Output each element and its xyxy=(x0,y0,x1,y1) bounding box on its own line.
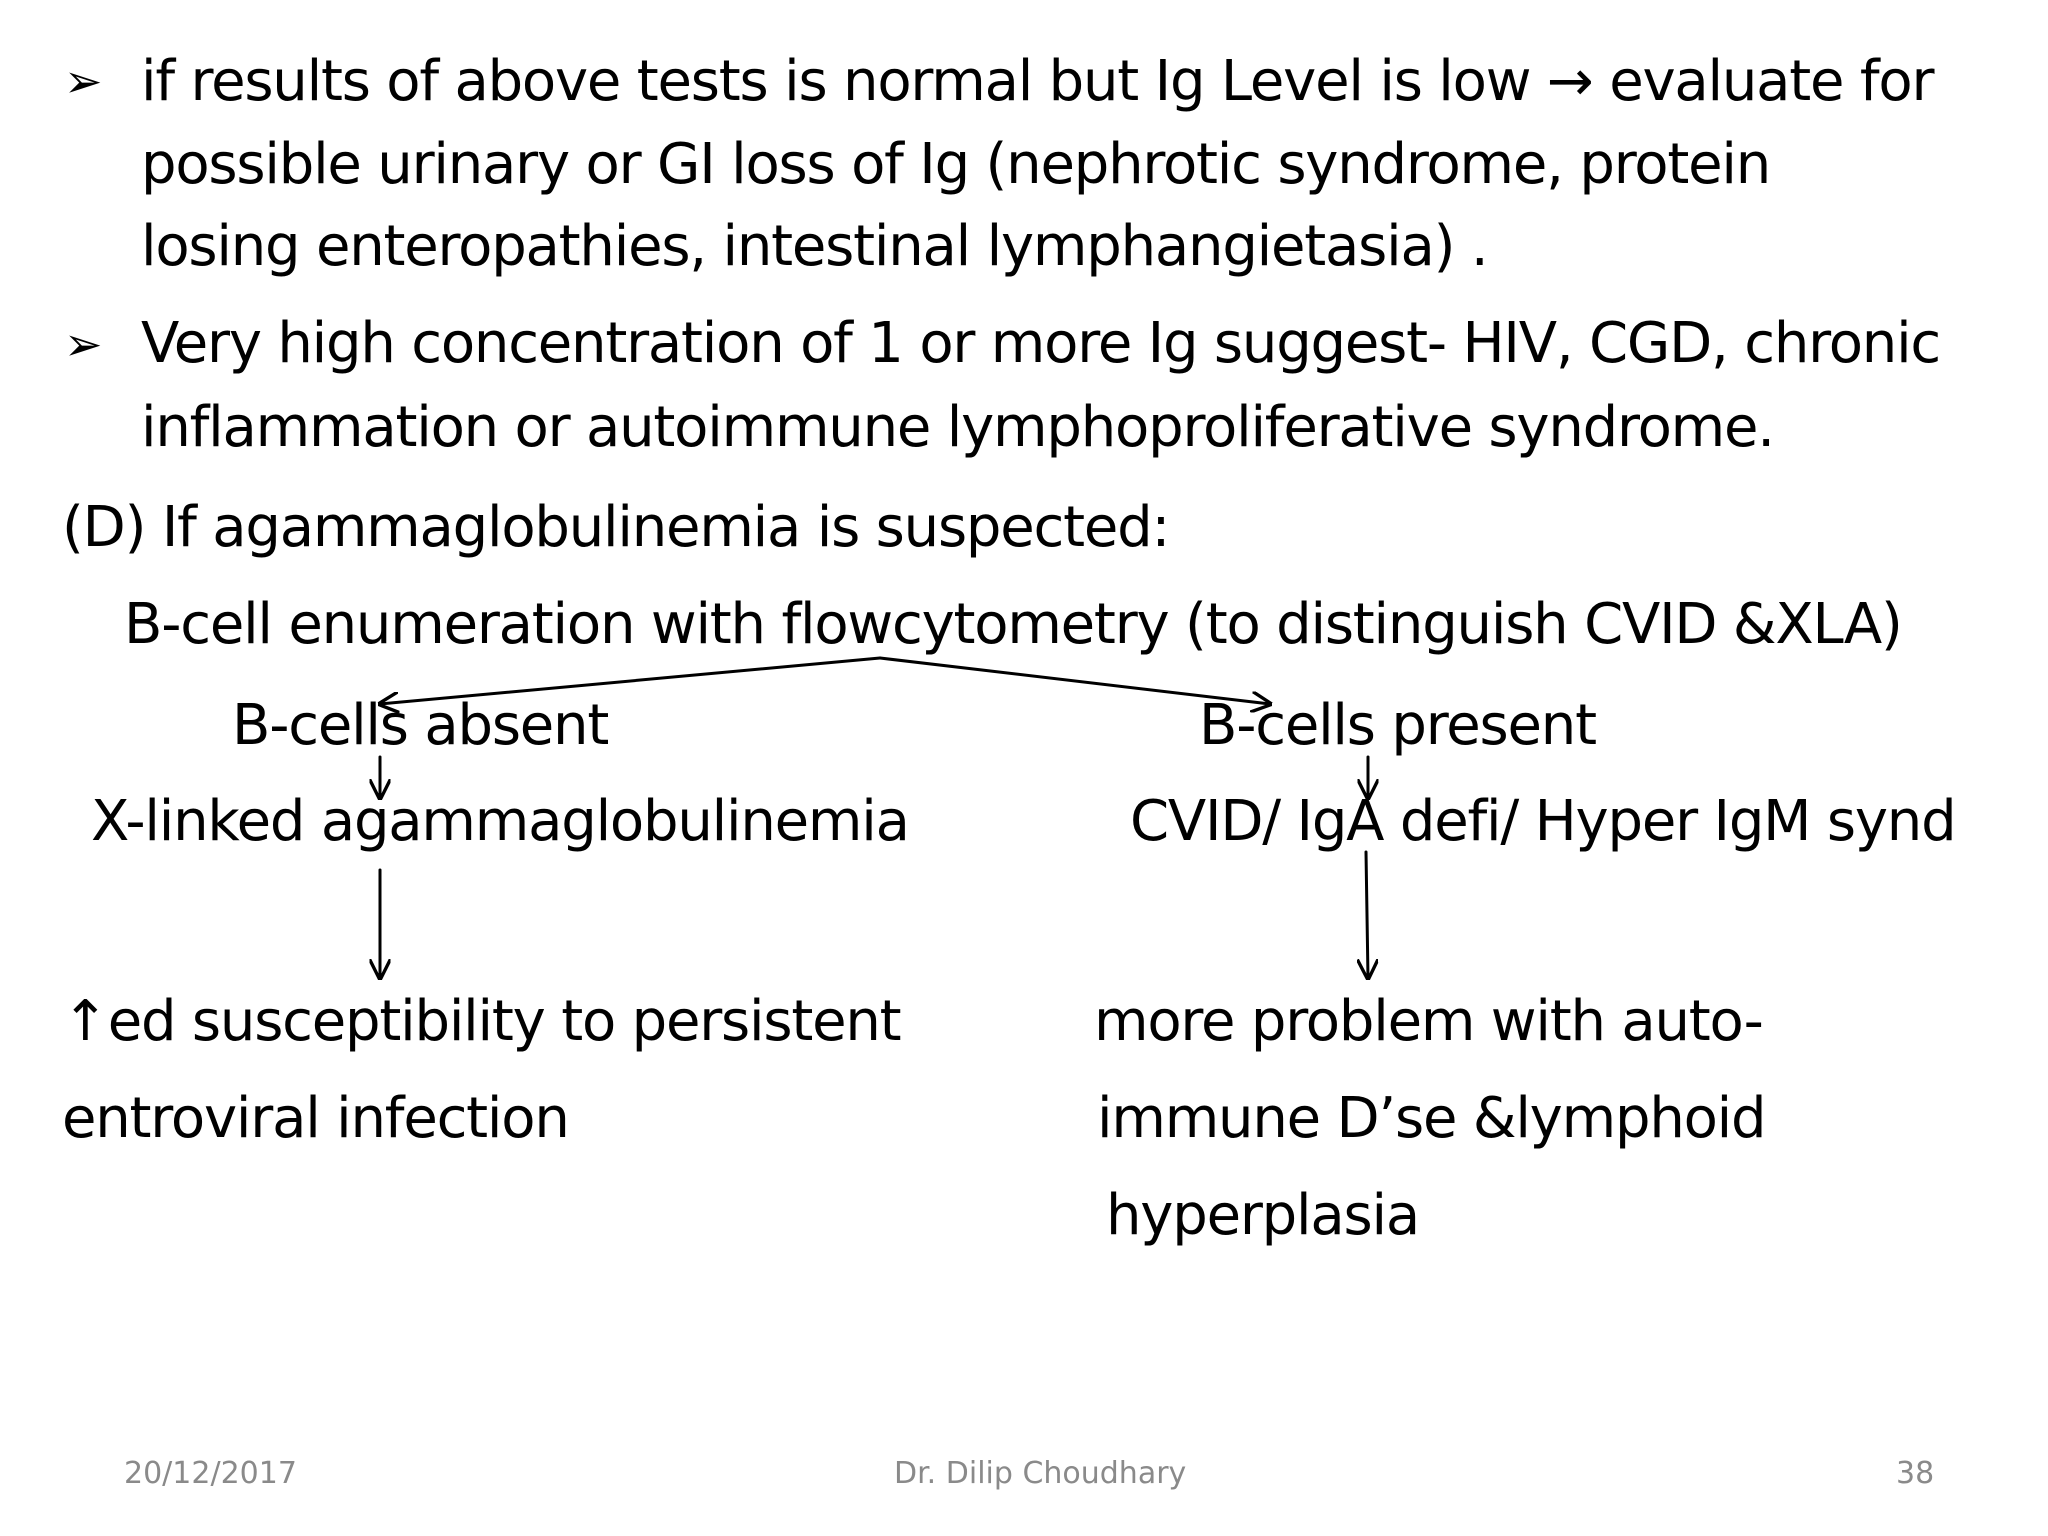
flow-left-outcome-line-2: entroviral infection xyxy=(62,1086,569,1151)
flow-root: B-cell enumeration with flowcytometry (to distinguish CVID &XLA) xyxy=(124,592,1902,657)
flow-left-condition: B-cells absent xyxy=(232,693,609,758)
bullet-1-line-3: losing enteropathies, intestinal lymphangietasia) . xyxy=(141,214,1488,279)
flow-right-diagnosis: CVID/ IgA defi/ Hyper IgM synd xyxy=(1130,789,1956,854)
bullet-marker-2: ➢ xyxy=(64,317,103,371)
bullet-2-line-1: Very high concentration of 1 or more Ig suggest- HIV, CGD, chronic xyxy=(141,311,1941,376)
flow-right-outcome-line-1: more problem with auto- xyxy=(1094,989,1763,1054)
arrow-right-diagnosis-to-outcome xyxy=(1366,852,1368,978)
bullet-1-line-1: if results of above tests is normal but Ig Level is low → evaluate for xyxy=(141,49,1934,114)
bullet-1-line-2: possible urinary or GI loss of Ig (nephrotic syndrome, protein xyxy=(141,132,1771,197)
bullet-2-line-2: inflammation or autoimmune lymphoproliferative syndrome. xyxy=(141,395,1774,460)
flow-left-diagnosis: X-linked agammaglobulinemia xyxy=(91,789,909,854)
flow-right-outcome-line-2: immune D’se &lymphoid xyxy=(1097,1086,1766,1151)
flow-right-condition: B-cells present xyxy=(1199,693,1596,758)
bullet-marker-1: ➢ xyxy=(64,54,103,108)
arrow-root-to-right xyxy=(880,658,1270,704)
footer-author: Dr. Dilip Choudhary xyxy=(894,1456,1187,1491)
flow-right-outcome-line-3: hyperplasia xyxy=(1106,1183,1419,1248)
section-heading: (D) If agammaglobulinemia is suspected: xyxy=(62,495,1170,560)
footer-date: 20/12/2017 xyxy=(124,1456,297,1491)
arrow-root-to-left xyxy=(380,658,880,704)
footer-page-number: 38 xyxy=(1896,1456,1935,1491)
flow-left-outcome-line-1: ↑ed susceptibility to persistent xyxy=(62,989,901,1054)
